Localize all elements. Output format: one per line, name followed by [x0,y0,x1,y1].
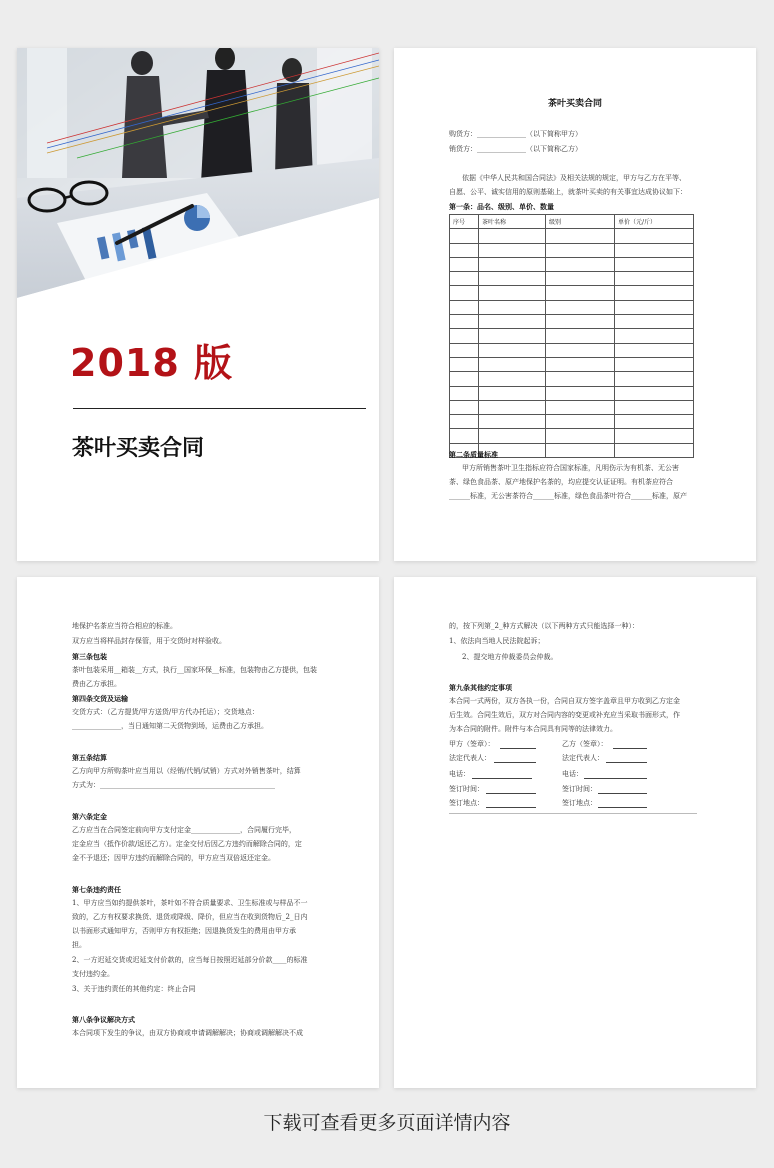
download-more-prompt[interactable]: 下载可查看更多页面详情内容 [263,1112,511,1134]
signature-blank [472,778,532,779]
table-header: 茶叶名称 [479,215,546,229]
table-cell [450,257,479,271]
table-cell [615,229,694,243]
body-line: 致的，乙方有权要求换货、退货或降级、降价，但应当在收到货物后_2_日内 [72,913,308,921]
signature-blank [613,748,647,749]
table-cell [546,329,615,343]
table-cell [450,400,479,414]
table-cell [546,357,615,371]
table-cell [546,300,615,314]
table-cell [479,343,546,357]
body-line: 地保护名茶应当符合相应的标准。 [72,622,177,630]
article-heading: 第八条争议解决方式 [72,1015,135,1024]
seller-line: 销货方：______________（以下简称乙方） [449,145,582,153]
table-cell [546,343,615,357]
body-line: 乙方向甲方所购茶叶应当用以（经销/代销/试销）方式对外销售茶叶，结算 [72,767,301,775]
body-line: 定金应当（抵作价款/返还乙方）。定金交付后因乙方违约而解除合同的，定 [72,840,302,848]
signature-blank [486,793,536,794]
table-cell [479,386,546,400]
signature-blank [598,793,647,794]
body-line: 交货方式：（乙方提货/甲方送货/甲方代办托运）；交货地点： [72,708,259,716]
table-cell [479,429,546,443]
table-cell [450,357,479,371]
signature-label: 法定代表人： [449,754,491,762]
signature-blank [486,807,536,808]
business-handshake-photo [17,48,379,298]
table-cell [546,415,615,429]
table-cell [479,257,546,271]
cover-title: 茶叶买卖合同 [72,436,205,461]
table-row [450,329,694,343]
body-line: 茶、绿色食品茶、原产地保护名茶的，均应提交认证证明。有机茶应符合 [449,478,673,486]
table-cell [450,329,479,343]
table-cell [546,272,615,286]
body-line: 后生效。合同生效后，双方对合同内容的变更或补充应当采取书面形式，作 [449,711,680,719]
table-cell [479,243,546,257]
table-cell [479,415,546,429]
table-row [450,286,694,300]
body-line: 为本合同的附件。附件与本合同具有同等的法律效力。 [449,725,617,733]
signature-label: 电话： [562,770,583,778]
table-cell [546,286,615,300]
signature-blank [598,807,647,808]
table-cell [615,243,694,257]
body-line: 3、关于违约责任的其他约定：终止合同 [72,985,196,993]
table-header-row [450,215,694,229]
table-cell [450,300,479,314]
signature-label: 甲方（签章）： [449,740,495,748]
signature-blank [584,778,647,779]
body-line: 的，按下列第_2_种方式解决（以下两种方式只能选择一种）： [449,622,639,630]
body-line: ______标准，无公害茶符合______标准，绿色食品茶叶符合______标准，原产 [449,492,687,500]
body-line: 1、甲方应当如约提供茶叶，茶叶如不符合质量要求、卫生标准或与样品不一 [72,899,308,907]
body-line: 2、提交地方仲裁委员会仲裁。 [462,653,558,661]
body-line: ______________，当日通知第二天货物到场，运费由乙方承担。 [72,722,268,730]
table-row [450,300,694,314]
article-heading: 第五条结算 [72,753,107,762]
table-cell [546,372,615,386]
table-cell [546,243,615,257]
table-cell [615,415,694,429]
signature-label: 乙方（签章）： [562,740,608,748]
table-header: 单价（元/斤） [615,215,694,229]
table-row [450,372,694,386]
signature-label: 签订时间： [449,785,484,793]
signature-label: 签订时间： [562,785,597,793]
article-heading: 第七条违约责任 [72,885,121,894]
body-line: 金不予退还；因甲方违约而解除合同的，甲方应当双倍返还定金。 [72,854,275,862]
table-cell [479,229,546,243]
buyer-line: 购货方：______________（以下简称甲方） [449,130,582,138]
table-row [450,415,694,429]
body-line: 担。 [72,941,86,949]
signature-label: 法定代表人： [562,754,604,762]
table-cell [479,372,546,386]
article-heading: 第九条其他约定事项 [449,683,512,692]
cover-page [17,48,379,561]
signature-label: 签订地点： [562,799,597,807]
table-cell [615,443,694,457]
table-cell [450,315,479,329]
table-cell [479,315,546,329]
body-line: 甲方所销售茶叶卫生指标应符合国家标准，凡明伤示为有机茶、无公害 [462,464,679,472]
body-line: 以书面形式通知甲方，否则甲方有权拒绝；因退换货发生的费用由甲方承 [72,927,296,935]
table-cell [546,443,615,457]
body-line: 双方应当将样品封存保管，用于交货时对样验收。 [72,637,226,645]
table-cell [615,315,694,329]
table-cell [615,357,694,371]
table-cell [450,429,479,443]
table-cell [546,429,615,443]
table-cell [479,329,546,343]
table-cell [615,429,694,443]
goods-table [449,214,694,458]
table-cell [615,400,694,414]
table-row [450,257,694,271]
article-heading: 第二条质量标准 [449,450,498,459]
table-cell [615,372,694,386]
table-row [450,357,694,371]
table-cell [615,343,694,357]
body-line: 方式为：__________________________________________________ [72,781,275,789]
table-cell [615,286,694,300]
article-heading: 第四条交货及运输 [72,694,128,703]
table-cell [450,229,479,243]
table-cell [450,372,479,386]
body-line: 茶叶包装采用__箱装__方式，执行__国家环保__标准，包装物由乙方提供，包装 [72,666,317,674]
table-cell [479,272,546,286]
table-cell [450,286,479,300]
table-cell [479,400,546,414]
table-cell [615,272,694,286]
intro-line: 依据《中华人民共和国合同法》及相关法规的规定，甲方与乙方在平等、 [462,174,686,182]
body-line: 本合同项下发生的争议，由双方协商或申请调解解决；协商或调解解决不成 [72,1029,303,1037]
table-row [450,229,694,243]
signature-label: 电话： [449,770,470,778]
body-line: 费由乙方承担。 [72,680,121,688]
table-row [450,243,694,257]
table-header: 序号 [450,215,479,229]
contract-title: 茶叶买卖合同 [547,99,602,109]
signature-blank [500,748,536,749]
table-row [450,386,694,400]
table-cell [450,415,479,429]
article-heading: 第三条包装 [72,652,107,661]
table-row [450,400,694,414]
cover-year: 2018 版 [70,341,233,385]
page-end-rule [449,813,697,814]
intro-line: 自愿、公平、诚实信用的原则基础上，就茶叶买卖的有关事宜达成协议如下： [449,188,687,196]
table-header: 级别 [546,215,615,229]
table-cell [615,300,694,314]
table-row [450,343,694,357]
table-cell [546,315,615,329]
body-line: 2、一方迟延交货或迟延支付价款的，应当每日按照迟延部分价款____的标准 [72,956,308,964]
table-row [450,429,694,443]
table-cell [546,257,615,271]
table-cell [615,386,694,400]
body-line: 1、依法向当地人民法院起诉； [449,637,545,645]
body-line: 乙方应当在合同签定前向甲方支付定金______________，合同履行完毕， [72,826,296,834]
table-cell [450,243,479,257]
article-heading: 第六条定金 [72,812,107,821]
contract-page-2 [17,577,379,1088]
table-cell [615,329,694,343]
table-cell [615,257,694,271]
signature-blank [494,762,536,763]
body-line: 本合同一式两份，双方各执一份，合同自双方签字盖章且甲方收到乙方定金 [449,697,680,705]
table-cell [450,272,479,286]
signature-blank [606,762,647,763]
table-cell [450,343,479,357]
table-cell [450,386,479,400]
table-cell [546,400,615,414]
cover-divider [73,408,366,409]
table-cell [546,229,615,243]
table-row [450,272,694,286]
table-cell [479,357,546,371]
contract-page-3 [394,577,756,1088]
table-cell [479,300,546,314]
table-cell [546,386,615,400]
table-cell [479,286,546,300]
contract-page-1 [394,48,756,561]
signature-label: 签订地点： [449,799,484,807]
table-row [450,315,694,329]
body-line: 支付违约金。 [72,970,114,978]
article-heading: 第一条：品名、级别、单价、数量 [449,202,554,211]
